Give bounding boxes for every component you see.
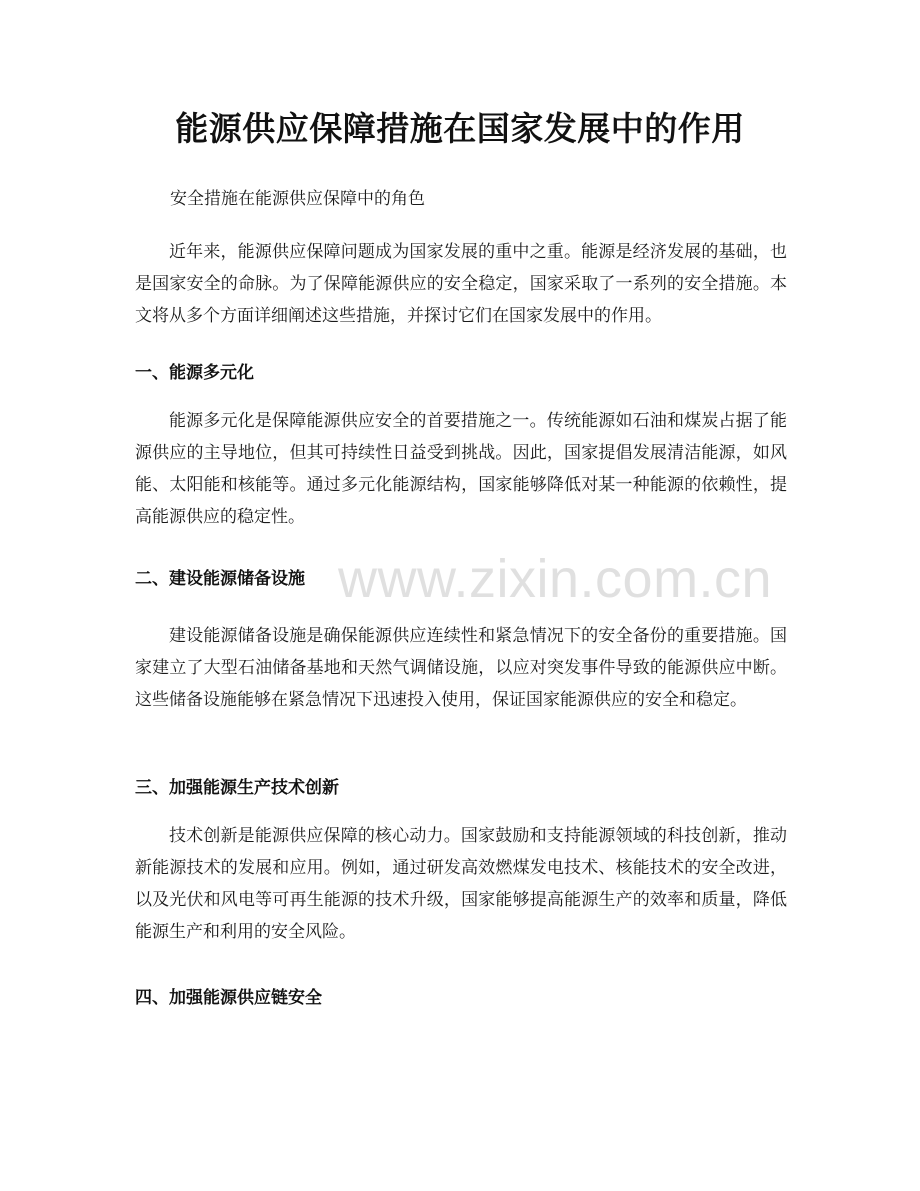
watermark: www.zixin.com.cn [338, 549, 773, 609]
section-body-1: 能源多元化是保障能源供应安全的首要措施之一。传统能源如石油和煤炭占据了能源供应的主导地位，但其可持续性日益受到挑战。因此，国家提倡发展清洁能源，如风能、太阳能和核能等。通过多元化能源结构，国家能够降低对某一种能源的依赖性，提高能源供应的稳定性。 [135, 411, 787, 527]
document-subtitle: 安全措施在能源供应保障中的角色 [170, 189, 425, 209]
section-heading-1: 一、能源多元化 [135, 363, 254, 383]
document-title: 能源供应保障措施在国家发展中的作用 [175, 109, 745, 148]
section-body-2: 建设能源储备设施是确保能源供应连续性和紧急情况下的安全备份的重要措施。国家建立了大型石油储备基地和天然气调储设施，以应对突发事件导致的能源供应中断。这些储备设施能够在紧急情况下迅速投入使用，保证国家能源供应的安全和稳定。 [135, 626, 787, 710]
section-heading-4: 四、加强能源供应链安全 [135, 988, 322, 1008]
section-heading-3: 三、加强能源生产技术创新 [135, 778, 339, 798]
section-body-3: 技术创新是能源供应保障的核心动力。国家鼓励和支持能源领域的科技创新，推动新能源技术的发展和应用。例如，通过研发高效燃煤发电技术、核能技术的安全改进，以及光伏和风电等可再生能源的技术升级，国家能够提高能源生产的效率和质量，降低能源生产和利用的安全风险。 [135, 826, 787, 942]
intro-paragraph: 近年来，能源供应保障问题成为国家发展的重中之重。能源是经济发展的基础，也是国家安全的命脉。为了保障能源供应的安全稳定，国家采取了一系列的安全措施。本文将从多个方面详细阐述这些措施，并探讨它们在国家发展中的作用。 [135, 242, 787, 326]
section-heading-2: 二、建设能源储备设施 [135, 569, 305, 589]
